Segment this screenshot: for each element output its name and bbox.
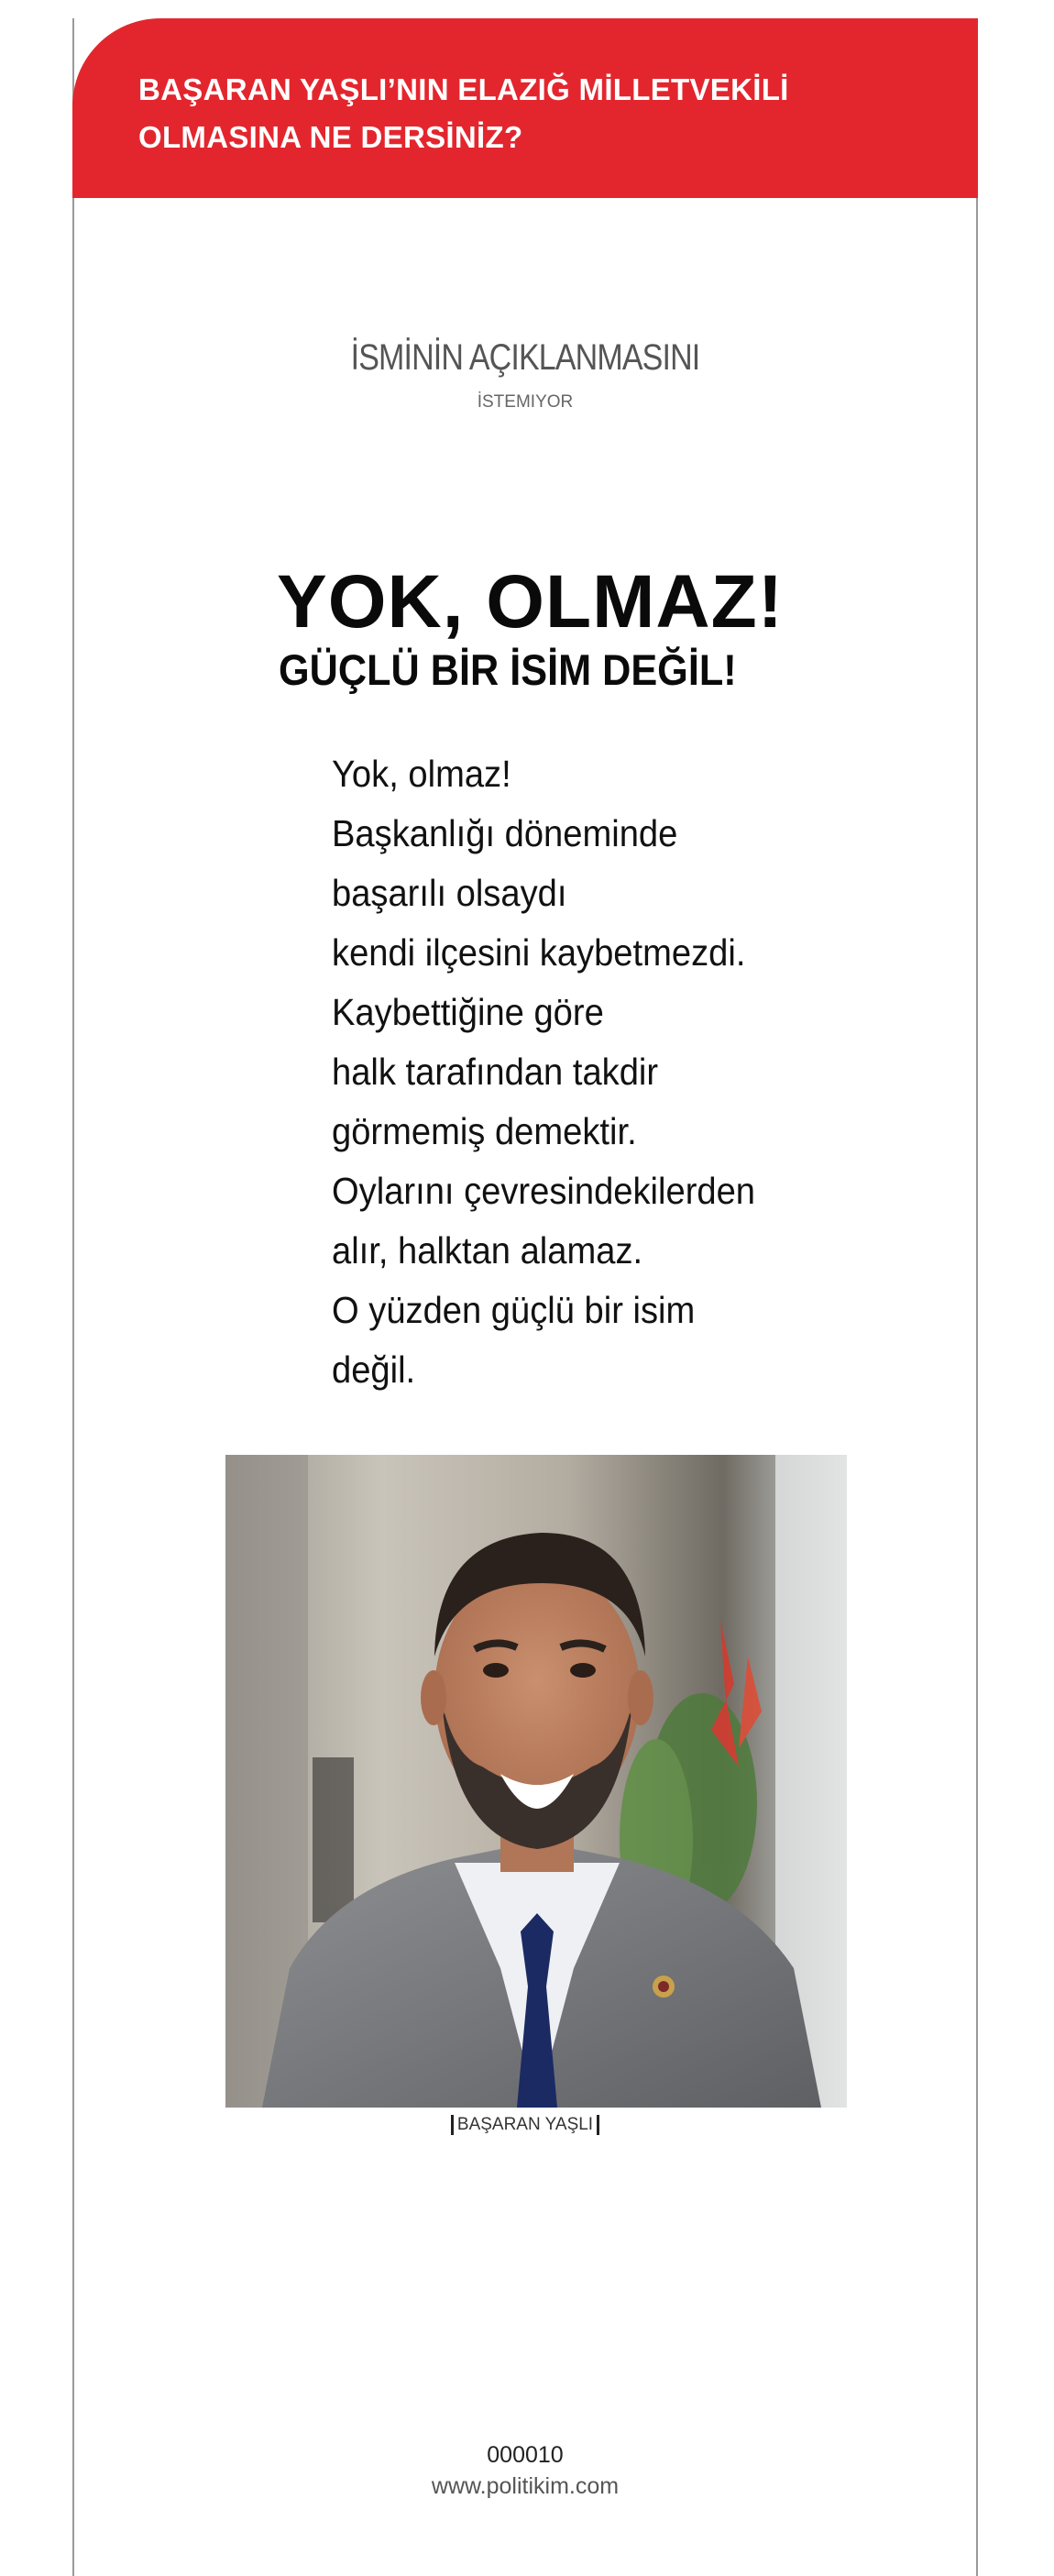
kicker-subtitle: İSTEMIYOR [477, 392, 574, 412]
body-line: görmemiş demektir. [332, 1110, 637, 1152]
body-text [332, 744, 845, 1400]
header-banner [72, 18, 978, 198]
photo-caption-text: BAŞARAN YAŞLI [456, 2115, 594, 2134]
portrait-illustration [225, 1455, 847, 2108]
body-line: Kaybettiğine göre [332, 991, 604, 1033]
body-line: Oylarını çevresindekilerden [332, 1170, 756, 1212]
body-line: Yok, olmaz! [332, 753, 511, 795]
header-title-line-2: OLMASINA NE DERSİNİZ? [138, 120, 523, 154]
body-line: O yüzden güçlü bir isim [332, 1289, 696, 1331]
subheadline: GÜÇLÜ BİR İSİM DEĞİL! [279, 645, 737, 694]
body-line: kendi ilçesini kaybetmezdi. [332, 931, 746, 974]
body-line: Başkanlığı döneminde [332, 812, 678, 854]
footer-code: 000010 [487, 2442, 564, 2468]
photo-caption [72, 2115, 978, 2135]
portrait-photo [225, 1455, 847, 2108]
caption-bar-right [597, 2115, 599, 2135]
header-title-line-1: BAŞARAN YAŞLI’NIN ELAZIĞ MİLLETVEKİLİ [138, 72, 789, 106]
body-line: başarılı olsaydı [332, 872, 567, 914]
body-line: halk tarafından takdir [332, 1051, 659, 1093]
footer-url[interactable]: www.politikim.com [431, 2473, 620, 2499]
kicker-title: İSMİNİN AÇIKLANMASINI [350, 337, 700, 378]
body-line: değil. [332, 1349, 416, 1391]
caption-bar-left [451, 2115, 454, 2135]
body-line: alır, halktan alamaz. [332, 1229, 643, 1271]
headline: YOK, OLMAZ! [277, 560, 785, 644]
